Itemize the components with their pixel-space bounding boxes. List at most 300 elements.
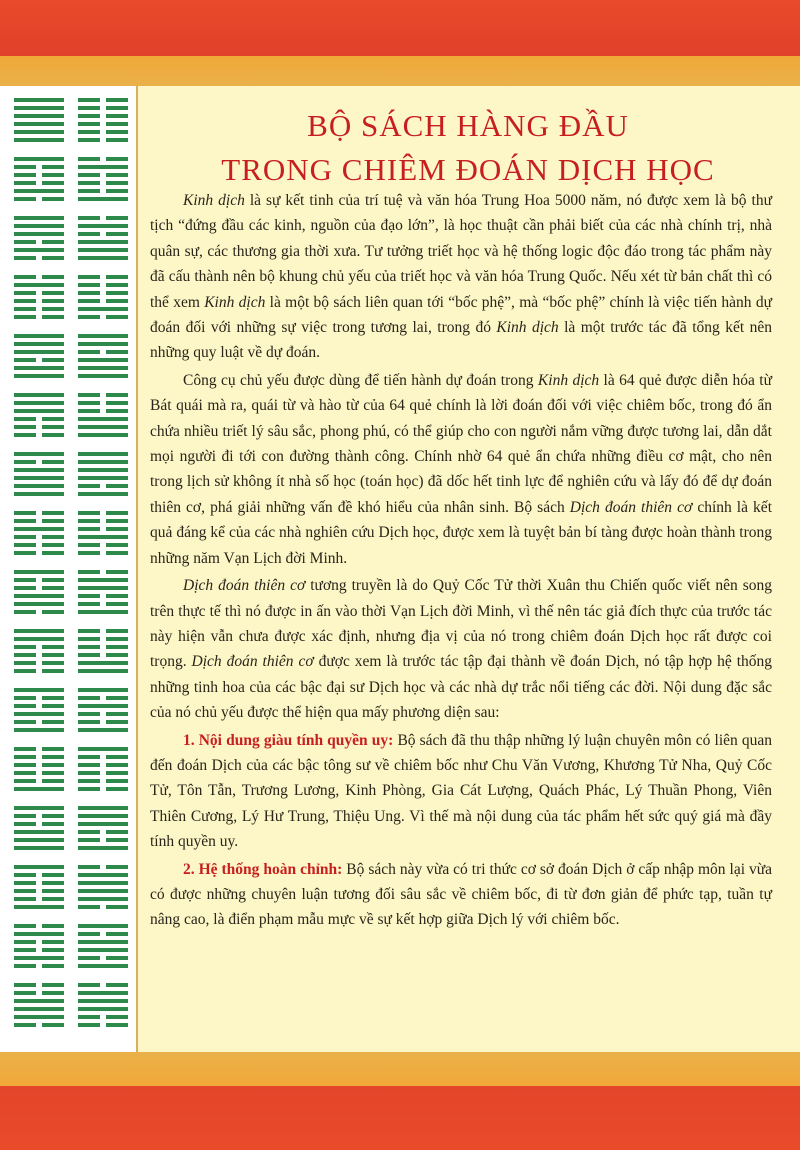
line-segment [78,704,128,708]
yang-line [14,484,64,488]
yin-line [78,779,128,783]
line-segment [78,197,128,201]
yang-line [14,527,64,531]
line-segment [14,275,36,279]
line-segment [14,350,64,354]
line-segment [14,138,64,142]
line-segment [78,130,100,134]
line-segment [14,484,64,488]
line-segment [106,98,128,102]
yin-line [78,594,128,598]
yang-line [14,838,64,842]
hexagram-icon [14,157,64,201]
yang-line [78,964,128,968]
line-segment [14,299,36,303]
line-segment [78,157,100,161]
line-segment [14,897,36,901]
line-segment [42,173,64,177]
line-segment [106,216,128,220]
line-segment [78,688,128,692]
line-segment [78,374,128,378]
yin-line [78,173,128,177]
line-segment [14,846,64,850]
line-segment [42,181,64,185]
yin-line [14,653,64,657]
line-segment [106,629,128,633]
line-segment [42,535,64,539]
yang-line [78,846,128,850]
yin-line [14,964,64,968]
hexagram-icon [14,393,64,437]
yin-line [78,787,128,791]
line-segment [14,256,36,260]
yin-line [78,755,128,759]
line-segment [106,956,128,960]
line-segment [14,814,36,818]
yin-line [14,645,64,649]
line-segment [14,696,36,700]
yin-line [78,181,128,185]
line-segment [14,873,36,877]
line-segment [42,240,64,244]
yang-line [78,535,128,539]
yin-line [14,669,64,673]
line-segment [14,433,36,437]
page-title-line1: BỘ SÁCH HÀNG ĐẦU [307,108,629,143]
line-segment [78,806,128,810]
yin-line [14,822,64,826]
line-segment [106,932,128,936]
line-segment [42,511,64,515]
yang-line [78,417,128,421]
line-segment [14,1015,64,1019]
page-title-line2: TRONG CHIÊM ĐOÁN DỊCH HỌC [221,152,715,187]
yin-line [14,307,64,311]
line-segment [78,712,100,716]
yang-line [78,197,128,201]
yang-line [14,409,64,413]
line-segment [42,543,64,547]
line-segment [106,409,128,413]
line-segment [106,645,128,649]
line-segment [42,519,64,523]
yin-line [78,216,128,220]
line-segment [78,401,100,405]
line-segment [78,983,100,987]
line-segment [78,511,100,515]
yin-line [78,114,128,118]
yang-line [78,661,128,665]
bottom-red-band [0,1086,800,1150]
line-segment [14,366,64,370]
yin-line [78,830,128,834]
yang-line [78,881,128,885]
line-segment [106,138,128,142]
yin-line [14,948,64,952]
line-segment [78,342,128,346]
line-segment [42,1023,64,1027]
line-segment [78,669,128,673]
line-segment [42,763,64,767]
yang-line [14,350,64,354]
top-gold-band [0,56,800,86]
yang-line [14,106,64,110]
hexagram-icon [14,747,64,791]
yang-line [14,956,64,960]
line-segment [14,173,36,177]
line-segment [78,629,100,633]
line-segment [14,460,36,464]
yin-line [14,771,64,775]
line-segment [14,704,36,708]
yang-line [78,240,128,244]
line-segment [14,358,36,362]
yang-line [14,594,64,598]
line-segment [78,299,100,303]
line-segment [14,806,64,810]
line-segment [42,991,64,995]
line-segment [78,645,100,649]
italic-title: Dịch đoán thiên cơ [183,577,306,595]
line-segment [42,822,64,826]
italic-title: Dịch đoán thiên cơ [569,498,693,516]
line-segment [42,661,64,665]
line-segment [14,476,64,480]
yin-line [14,551,64,555]
yin-line [14,940,64,944]
yin-line [14,747,64,751]
yin-line [78,122,128,126]
line-segment [78,551,100,555]
hexagram-icon [14,865,64,909]
line-segment [42,983,64,987]
yin-line [78,720,128,724]
yin-line [78,350,128,354]
line-segment [14,932,64,936]
line-segment [78,114,100,118]
yin-line [14,755,64,759]
yang-line [14,865,64,869]
line-segment [78,248,128,252]
yin-line [78,409,128,413]
line-segment [14,425,36,429]
yin-line [78,401,128,405]
line-segment [106,315,128,319]
line-segment [14,468,64,472]
line-segment [78,275,100,279]
line-segment [14,334,64,338]
yin-line [78,712,128,716]
line-segment [106,1015,128,1019]
yang-line [14,98,64,102]
yin-line [14,720,64,724]
line-segment [78,165,128,169]
yang-line [14,492,64,496]
line-segment [78,173,100,177]
yin-line [14,610,64,614]
line-segment [78,433,128,437]
line-segment [14,747,36,751]
yang-line [78,610,128,614]
yin-line [14,181,64,185]
yin-line [78,983,128,987]
line-segment [78,956,100,960]
line-segment [106,130,128,134]
yin-line [14,814,64,818]
line-segment [14,637,64,641]
yang-line [14,712,64,716]
line-segment [42,275,64,279]
yin-line [78,1015,128,1019]
line-segment [42,747,64,751]
line-segment [42,645,64,649]
line-segment [14,771,36,775]
line-segment [14,240,36,244]
line-segment [78,814,128,818]
line-segment [14,629,64,633]
line-segment [106,283,128,287]
line-segment [106,511,128,515]
point-2-heading: 2. Hệ thống hoàn chỉnh: [183,860,343,878]
yang-line [14,830,64,834]
yin-line [78,291,128,295]
line-segment [78,637,100,641]
yin-line [78,932,128,936]
yang-line [14,728,64,732]
text-run: Bộ sách này vừa có tri thức cơ sở đoán Dịch ở cấp nhập môn lại vừa có được những chuyên luận tương đối sâu sắc về chiêm bốc, đi từ đơn giản để phức tạp, tuần tự nâng cao, là điển phạm mẫu mực về sự kết hợp giữa Dịch lý với chiêm bốc. [150,860,772,929]
hexagram-icon [14,511,64,555]
yang-line [78,669,128,673]
line-segment [14,822,36,826]
yin-line [14,535,64,539]
line-segment [14,417,36,421]
line-segment [14,232,64,236]
yang-line [78,452,128,456]
yang-line [14,114,64,118]
italic-title: Kinh dịch [204,293,266,311]
line-segment [106,484,128,488]
hexagram-icon [78,747,128,791]
line-segment [106,275,128,279]
line-segment [106,350,128,354]
line-segment [106,106,128,110]
yang-line [14,401,64,405]
line-segment [14,165,36,169]
italic-title: Kinh dịch [183,192,245,209]
line-segment [78,728,128,732]
yang-line [14,138,64,142]
text-run: là 64 quẻ được diễn hóa từ Bát quái mà ra, quái từ và hào từ của 64 quẻ chính là lời đoán đối với việc chiêm bốc, trong đó ẩn chứa nhiều triết lý sâu sắc, phong phú, có thể giúp cho con người nắm vững được tương lai, dẫn dắt mọi người đi tới con đường thành công. Chính nhờ 64 quẻ ẩn chứa những điều cơ mật, cho nên trong lịch sử không ít nhà số học (toán học) đã dốc hết tinh lực để nghiên cứu và lấy đó để dự đoán thiên cơ, phá giải những vấn đề khó hiểu của nhân sinh. Bộ sách [150,371,772,516]
line-segment [78,527,100,531]
yang-line [78,224,128,228]
line-segment [78,999,128,1003]
line-segment [14,669,36,673]
yang-line [78,578,128,582]
yang-line [14,468,64,472]
hexagram-icon [78,216,128,260]
line-segment [42,873,64,877]
paragraph-1 [150,188,772,366]
line-segment [106,838,128,842]
yang-line [14,374,64,378]
line-segment [14,940,36,944]
yin-line [78,1023,128,1027]
yin-line [78,98,128,102]
yin-line [14,256,64,260]
yang-line [14,393,64,397]
yang-line [78,688,128,692]
yin-line [78,157,128,161]
line-segment [14,291,36,295]
line-segment [14,830,64,834]
text-run: Bộ sách đã thu thập những lý luận chuyên môn có liên quan đến đoán Dịch của các bậc tông sư về chiêm bốc như Chu Văn Vương, Khương Tử Nha, Quỷ Cốc Tử, Tôn Tẫn, Trương Lương, Kinh Phòng, Gia Cát Lượng, Quách Phác, Lý Thuần Phong, Viên Thiên Cương, Lý Hư Trung, Thiệu Ung. Vì thế mà nội dung của tác phẩm hết sức quý giá mà đầy tính quyền uy. [150,731,772,851]
line-segment [78,991,128,995]
line-segment [78,283,100,287]
line-segment [106,755,128,759]
line-segment [78,594,100,598]
line-segment [42,771,64,775]
hexagram-icon [78,157,128,201]
line-segment [14,586,36,590]
body-text [150,188,772,935]
text-run: là một trước tác đã tổng kết nên những quy luật về dự đoán. [150,319,773,362]
yin-line [78,511,128,515]
yin-line [14,299,64,303]
yin-line [78,696,128,700]
line-segment [14,216,64,220]
yang-line [14,248,64,252]
yin-line [78,299,128,303]
line-segment [14,114,64,118]
line-segment [42,256,64,260]
yang-line [14,905,64,909]
line-segment [14,1023,36,1027]
hexagram-icon [14,216,64,260]
line-segment [14,519,36,523]
line-segment [78,98,100,102]
line-segment [78,779,100,783]
line-segment [78,948,128,952]
yin-line [14,425,64,429]
yang-line [78,342,128,346]
yang-line [78,460,128,464]
line-segment [78,586,128,590]
line-segment [42,358,64,362]
hexagram-icon [14,452,64,496]
line-segment [14,578,36,582]
line-segment [14,645,36,649]
line-segment [42,881,64,885]
yin-line [14,873,64,877]
yin-line [14,275,64,279]
hexagram-icon [78,865,128,909]
yang-line [14,283,64,287]
yang-line [78,334,128,338]
yang-line [78,747,128,751]
italic-title: Dịch đoán thiên cơ [191,653,314,671]
line-segment [106,653,128,657]
yin-line [14,433,64,437]
line-segment [106,983,128,987]
yang-line [78,476,128,480]
yin-line [14,578,64,582]
yang-line [14,224,64,228]
yin-line [14,173,64,177]
yin-line [78,763,128,767]
yang-line [14,602,64,606]
yin-line [14,763,64,767]
yin-line [14,779,64,783]
yin-line [78,189,128,193]
line-segment [78,897,128,901]
yin-line [14,291,64,295]
hexagram-icon [14,570,64,614]
yang-line [14,122,64,126]
line-segment [106,401,128,405]
line-segment [14,991,36,995]
line-segment [14,779,36,783]
line-segment [78,822,128,826]
yang-line [14,806,64,810]
line-segment [42,779,64,783]
line-segment [106,189,128,193]
yang-line [14,366,64,370]
line-segment [42,425,64,429]
yin-line [14,519,64,523]
line-segment [14,511,36,515]
text-run: chính là kết quả đáng kể của các nhà nghiên cứu Dịch học, được xem là tuyệt bản bí tàng được hoàn thành trong những năm Vạn Lịch đời Minh. [150,498,772,567]
yin-line [78,393,128,397]
yang-line [78,806,128,810]
line-segment [78,873,128,877]
line-segment [42,964,64,968]
line-segment [106,551,128,555]
yin-line [14,511,64,515]
hexagram-icon [78,452,128,496]
line-segment [78,350,100,354]
line-segment [106,393,128,397]
yin-line [78,527,128,531]
line-segment [78,476,128,480]
line-segment [14,594,64,598]
yin-line [14,924,64,928]
line-segment [78,519,100,523]
yang-line [14,452,64,456]
line-segment [78,720,100,724]
yang-line [14,232,64,236]
yang-line [78,307,128,311]
line-segment [14,1007,64,1011]
yin-line [78,283,128,287]
yang-line [14,1015,64,1019]
line-segment [14,964,36,968]
hexagram-icon [14,334,64,378]
line-segment [14,999,64,1003]
yin-line [78,519,128,523]
line-segment [106,527,128,531]
yang-line [78,991,128,995]
line-segment [106,865,128,869]
line-segment [42,948,64,952]
yang-line [14,932,64,936]
yin-line [78,637,128,641]
top-red-band [0,0,800,56]
line-segment [42,291,64,295]
hexagram-icon [78,570,128,614]
hexagram-icon [78,275,128,319]
hexagram-icon [78,688,128,732]
line-segment [14,602,64,606]
